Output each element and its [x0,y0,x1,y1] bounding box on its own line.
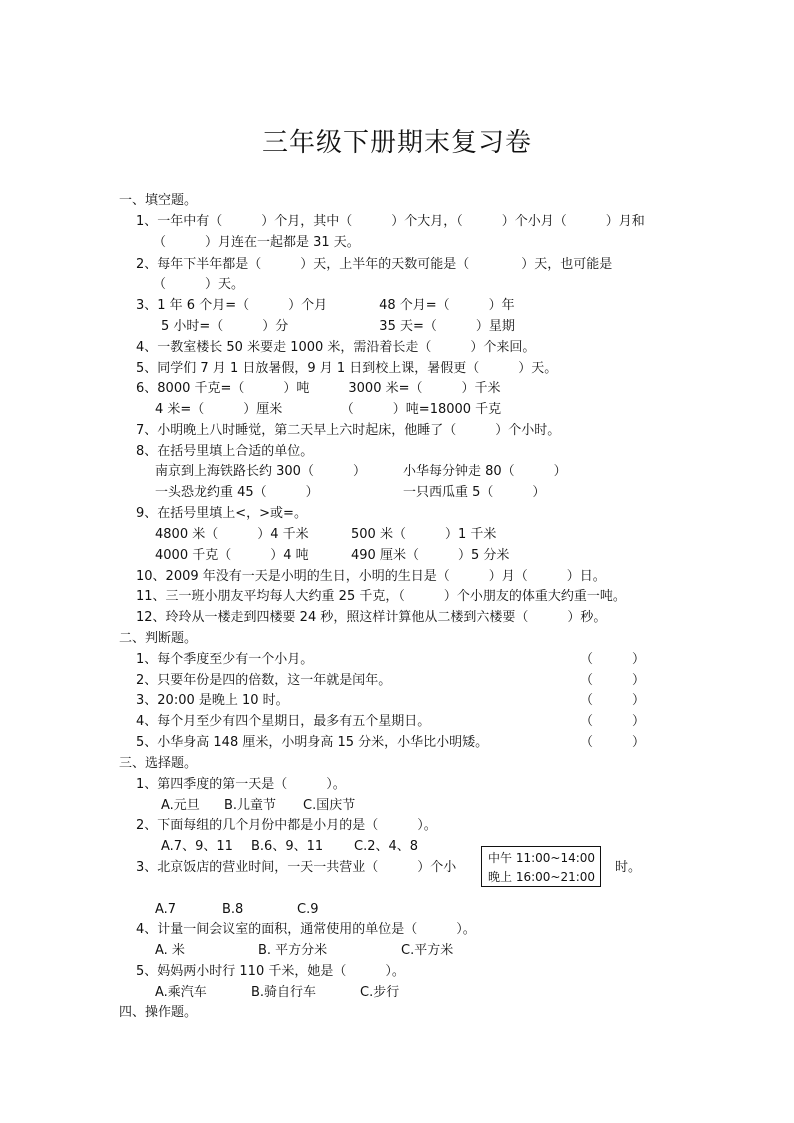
section-heading-choice: 三、选择题。 [119,756,198,771]
fill-question-9-item-a: 4800 米（ ）4 千米 [155,527,309,542]
choice-5-option-a: A.乘汽车 [155,985,207,1000]
fill-question-3-line-2: 5 小时=（ ）分 35 天=（ ）星期 [161,319,515,334]
judge-question-4: 4、每个月至少有四个星期日，最多有五个星期日。 [136,714,431,729]
fill-question-6-line-2: 4 米=（ ）厘米 （ ）吨=18000 千克 [155,402,502,417]
choice-2-option-a: A.7、9、11 [161,839,233,854]
choice-4-option-c: C.平方米 [401,943,454,958]
fill-question-12: 12、玲玲从一楼走到四楼要 24 秒，照这样计算他从二楼到六楼要（ ）秒。 [136,610,607,625]
choice-2-option-b: B.6、9、11 [251,839,324,854]
fill-question-9-item-b: 500 米（ ）1 千米 [351,527,497,542]
choice-1-option-c: C.国庆节 [303,798,356,813]
judge-question-2: 2、只要年份是四的倍数，这一年就是闰年。 [136,673,392,688]
fill-question-6-line-1: 6、8000 千克=（ ）吨 3000 米=（ ）千米 [136,381,501,396]
choice-4-option-a: A. 米 [155,943,185,958]
judge-answer-bracket-5: （ ） [580,735,646,750]
business-hours-box [481,846,601,887]
choice-5-option-c: C.步行 [360,985,400,1000]
choice-question-5: 5、妈妈两小时行 110 千米，她是（ ）。 [136,964,405,979]
fill-question-4: 4、一教室楼长 50 米要走 1000 米，需沿着长走（ ）个来回。 [136,340,536,355]
section-heading-operation: 四、操作题。 [119,1005,198,1020]
fill-question-9-item-d: 490 厘米（ ）5 分米 [351,548,510,563]
judge-question-1: 1、每个季度至少有一个小月。 [136,652,314,667]
judge-answer-bracket-3: （ ） [580,693,646,708]
fill-question-8-item-b: 小华每分钟走 80（ ） [403,464,567,479]
choice-question-4: 4、计量一间会议室的面积，通常使用的单位是（ ）。 [136,922,476,937]
choice-3-option-b: B.8 [222,902,244,917]
choice-4-option-b: B. 平方分米 [258,943,328,958]
fill-question-2-line-1: 2、每年下半年都是（ ）天，上半年的天数可能是（ ）天，也可能是 [136,257,613,272]
business-hours-noon: 中午 11:00~14:00 [488,851,596,865]
fill-question-9-item-c: 4000 千克（ ）4 吨 [155,548,309,563]
fill-question-3-line-1: 3、1 年 6 个月=（ ）个月 48 个月=（ ）年 [136,298,515,313]
section-heading-judge: 二、判断题。 [119,631,198,646]
fill-question-10: 10、2009 年没有一天是小明的生日，小明的生日是（ ）月（ ）日。 [136,569,606,584]
choice-2-option-c: C.2、4、8 [354,839,419,854]
fill-question-11: 11、三一班小朋友平均每人大约重 25 千克，（ ）个小朋友的体重大约重一吨。 [136,589,626,604]
choice-1-option-a: A.元旦 [161,798,200,813]
fill-question-8-item-d: 一只西瓜重 5（ ） [403,485,546,500]
business-hours-evening: 晚上 16:00~21:00 [488,870,596,884]
judge-question-3: 3、20:00 是晚上 10 时。 [136,693,289,708]
choice-3-option-a: A.7 [155,902,177,917]
choice-question-3: 3、北京饭店的营业时间，一天一共营业（ ）个小 [136,860,457,875]
fill-question-2-line-2: （ ）天。 [153,277,245,292]
fill-question-9: 9、在括号里填上<，>或=。 [136,506,307,521]
fill-question-1-line-2: （ ）月连在一起都是 31 天。 [153,235,360,250]
judge-answer-bracket-4: （ ） [580,714,646,729]
choice-question-2: 2、下面每组的几个月份中都是小月的是（ ）。 [136,818,437,833]
judge-question-5: 5、小华身高 148 厘米，小明身高 15 分米，小华比小明矮。 [136,735,489,750]
judge-answer-bracket-1: （ ） [580,652,646,667]
page-title: 三年级下册期末复习卷 [261,128,532,158]
choice-1-option-b: B.儿童节 [224,798,277,813]
fill-question-7: 7、小明晚上八时睡觉，第二天早上六时起床，他睡了（ ）个小时。 [136,423,561,438]
fill-question-8: 8、在括号里填上合适的单位。 [136,444,314,459]
fill-question-1-line-1: 1、一年中有（ ）个月，其中（ ）个大月，（ ）个小月（ ）月和 [136,214,645,229]
choice-5-option-b: B.骑自行车 [251,985,317,1000]
section-heading-fill: 一、填空题。 [119,193,198,208]
fill-question-8-item-c: 一头恐龙约重 45（ ） [155,485,319,500]
fill-question-5: 5、同学们 7 月 1 日放暑假，9 月 1 日到校上课，暑假更（ ）天。 [136,361,558,376]
judge-answer-bracket-2: （ ） [580,673,646,688]
choice-3-option-c: C.9 [297,902,319,917]
fill-question-8-item-a: 南京到上海铁路长约 300（ ） [155,464,366,479]
choice-question-1: 1、第四季度的第一天是（ ）。 [136,777,346,792]
choice-question-3-end: 时。 [615,860,642,875]
